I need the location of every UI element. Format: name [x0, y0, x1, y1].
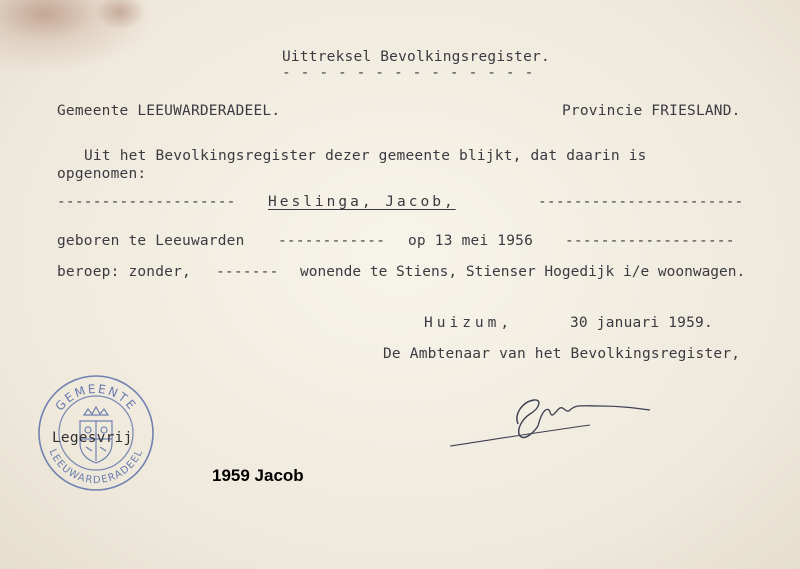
municipality: Gemeente LEEUWARDERADEEL.: [57, 103, 281, 119]
handwritten-signature: [430, 380, 660, 460]
birth-place-dashes: ------------: [278, 233, 386, 249]
birth-date-dashes: -------------------: [565, 233, 735, 249]
name-left-dashes: --------------------: [57, 194, 236, 210]
person-name: Heslinga, Jacob,: [268, 194, 456, 210]
svg-text:GEMEENTE: [53, 382, 140, 414]
residence: wonende te Stiens, Stienser Hogedijk i/e woonwagen.: [300, 264, 746, 280]
issue-date: 30 januari 1959.: [570, 315, 713, 331]
document-title: Uittreksel Bevolkingsregister.: [282, 49, 550, 65]
stamp-top-text: GEMEENTE: [52, 381, 140, 414]
birth-place: geboren te Leeuwarden: [57, 233, 245, 249]
name-right-dashes: -----------------------: [538, 194, 744, 210]
issue-place: Huizum,: [424, 315, 514, 331]
title-underline-dashes: - - - - - - - - - - - - - -: [282, 65, 534, 81]
caption-label: 1959 Jacob: [212, 466, 304, 485]
occupation: beroep: zonder,: [57, 264, 191, 280]
province: Provincie FRIESLAND.: [562, 103, 741, 119]
paper-stain-small: [95, 0, 145, 30]
stamp-bottom-text: LEEUWARDERADEEL: [46, 447, 146, 487]
intro-line-2: opgenomen:: [57, 166, 147, 182]
fee-exempt-note: Legesvrij: [52, 430, 133, 446]
signatory-title: De Ambtenaar van het Bevolkingsregister,: [383, 346, 741, 362]
occupation-dashes: -------: [216, 264, 279, 280]
birth-date: op 13 mei 1956: [408, 233, 534, 249]
intro-line-1: Uit het Bevolkingsregister dezer gemeente blijkt, dat daarin is: [84, 148, 647, 164]
